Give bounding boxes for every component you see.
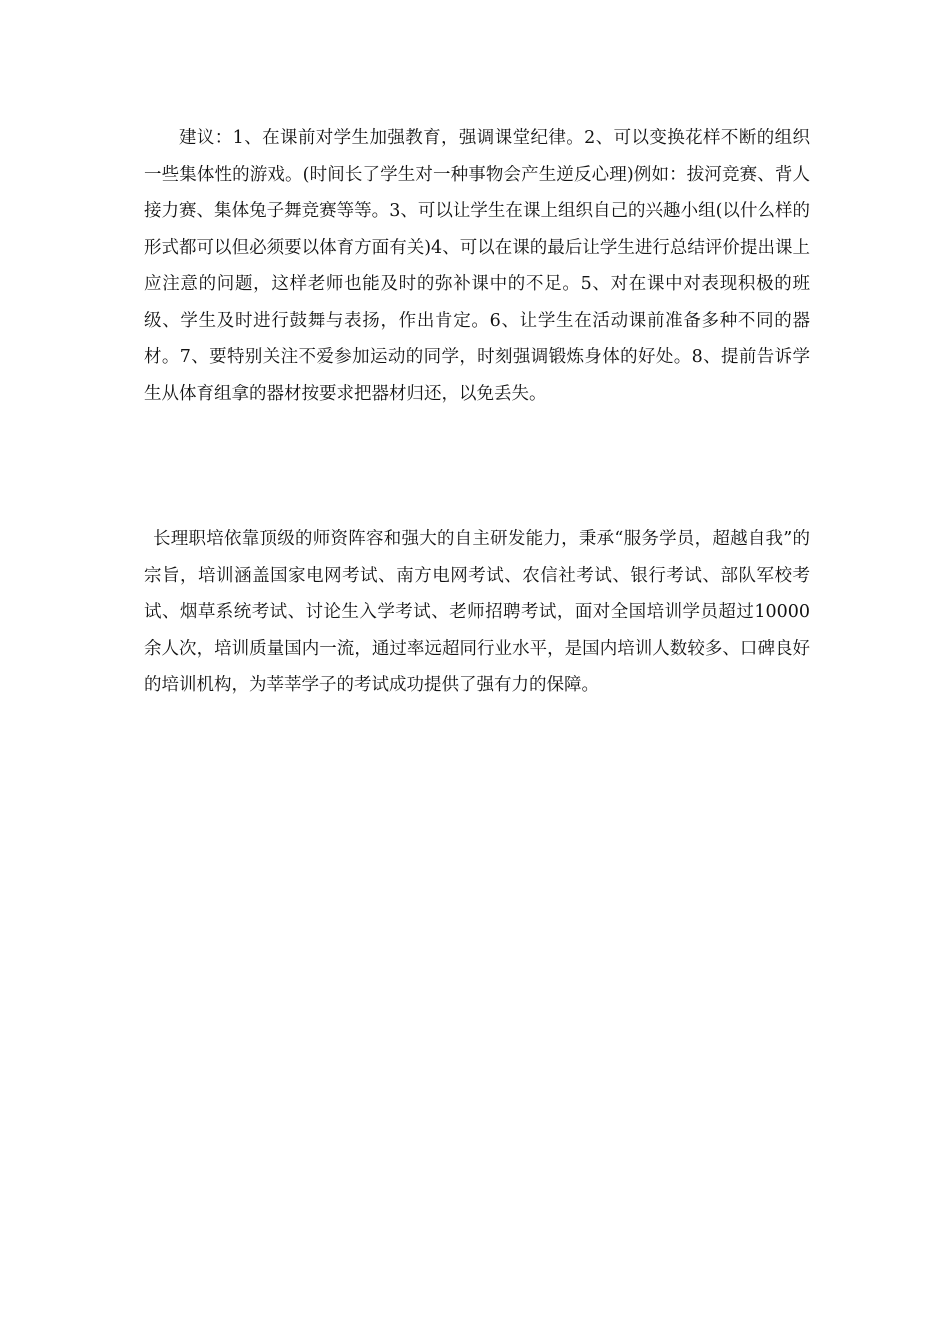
training-institution-paragraph: 长理职培依靠顶级的师资阵容和强大的自主研发能力，秉承“服务学员，超越自我”的宗旨，培训涵盖国家电网考试、南方电网考试、农信社考试、银行考试、部队军校考试、烟草系统考试、讨论生入学考试、老师招聘考试，面对全国培训学员超过10000余人次，培训质量国内一流，通过率远超同行业水平，是国内培训人数较多、口碑良好的培训机构，为莘莘学子的考试成功提供了强有力的保障。 [144,529,810,695]
suggestions-paragraph: 建议：1、在课前对学生加强教育，强调课堂纪律。2、可以变换花样不断的组织一些集体性的游戏。(时间长了学生对一种事物会产生逆反心理)例如：拔河竞赛、背人接力赛、集体兔子舞竞赛等等。3、可以让学生在课上组织自己的兴趣小组(以什么样的形式都可以但必须要以体育方面有关)4、可以在课的最后让学生进行总结评价提出课上应注意的问题，这样老师也能及时的弥补课中的不足。5、对在课中对表现积极的班级、学生及时进行鼓舞与表扬，作出肯定。6、让学生在活动课前准备多种不同的器材。7、要特别关注不爱参加运动的同学，时刻强调锻炼身体的好处。8、提前告诉学生从体育组拿的器材按要求把器材归还，以免丢失。 [144,128,810,404]
